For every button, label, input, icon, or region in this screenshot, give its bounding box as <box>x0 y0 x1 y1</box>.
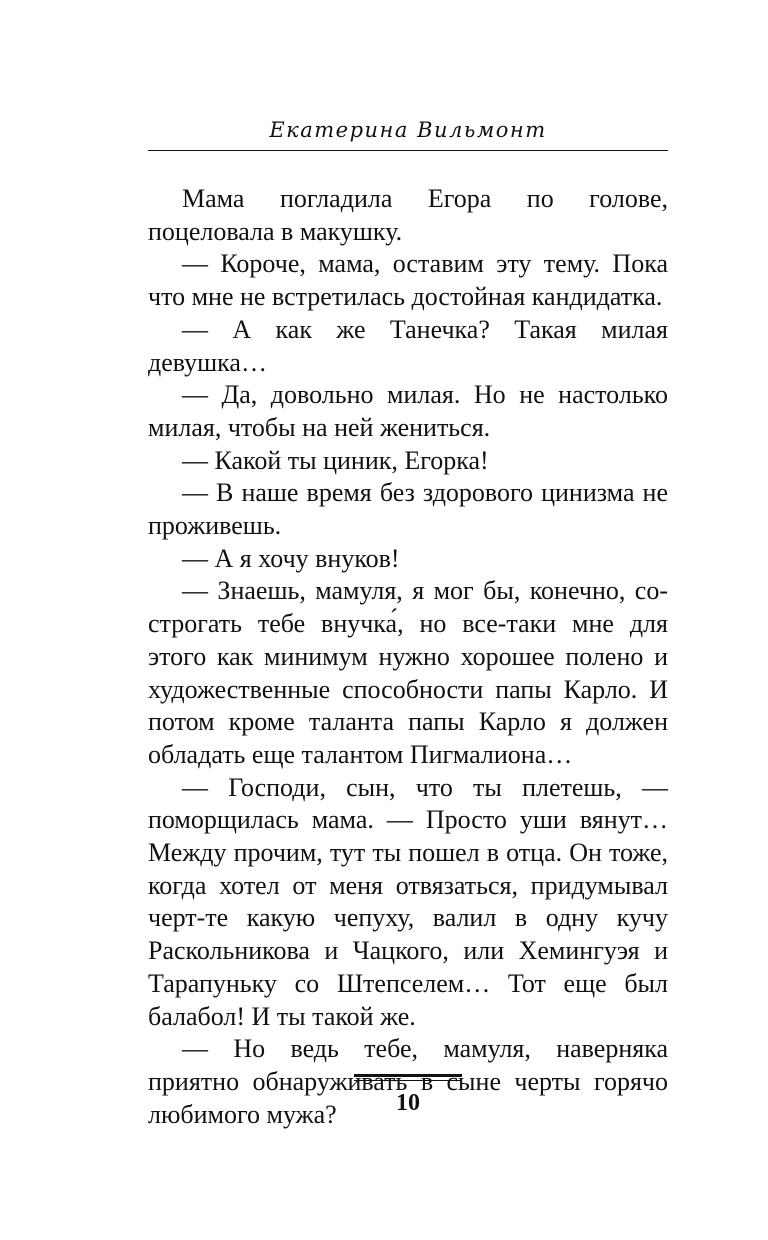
page-text <box>148 183 668 1131</box>
paragraph-3: — А как же Танечка? Такая милая девушка… <box>148 314 668 377</box>
paragraph-6: — В наше время без здорового цинизма не проживешь. <box>148 478 668 541</box>
paragraph-9: — Господи, сын, что ты плетешь, — поморщилась мама. — Просто уши вянут… Между прочим, тут ты пошел в отца. Он тоже, когда хотел от меня отвязаться, придумывал черт-те какую чепуху, валил в одну кучу Раскольникова и Чацкого, или Хемингуэя и Тарапуньку со Штепселем… Тот еще был балабол! И ты такой же. <box>148 772 668 1031</box>
paragraph-2: — Короче, мама, оставим эту тему. Пока что мне не встретилась достойная кандидатка. <box>148 249 668 312</box>
paragraph-10: — Но ведь тебе, мамуля, наверняка приятно обнаруживать в сыне черты горячо любимого мужа? <box>148 1034 668 1129</box>
page-number: 10 <box>396 1090 420 1116</box>
paragraph-4: — Да, довольно милая. Но не настолько милая, чтобы на ней жениться. <box>148 380 668 442</box>
running-head-author: Екатерина Вильмонт <box>269 118 547 142</box>
paragraph-5: — Какой ты циник, Егорка! <box>182 445 489 475</box>
header-rule <box>148 150 668 151</box>
paragraph-8: — Знаешь, мамуля, я мог бы, конечно, сострогать тебе внучка́, но все-таки мне для этого как минимум нужно хорошее полено и художественные способности папы Карло. И потом кроме таланта папы Карло я должен обладать еще талантом Пигмалиона… <box>148 576 668 769</box>
footer-rule-thin <box>354 1080 462 1081</box>
paragraph-7: — А я хочу внуков! <box>182 543 400 573</box>
paragraph-1: Мама погладила Егора по голове, поцеловала в макушку. <box>148 184 668 246</box>
footer-rule-thick <box>354 1074 462 1077</box>
footer-rule <box>354 1074 462 1081</box>
